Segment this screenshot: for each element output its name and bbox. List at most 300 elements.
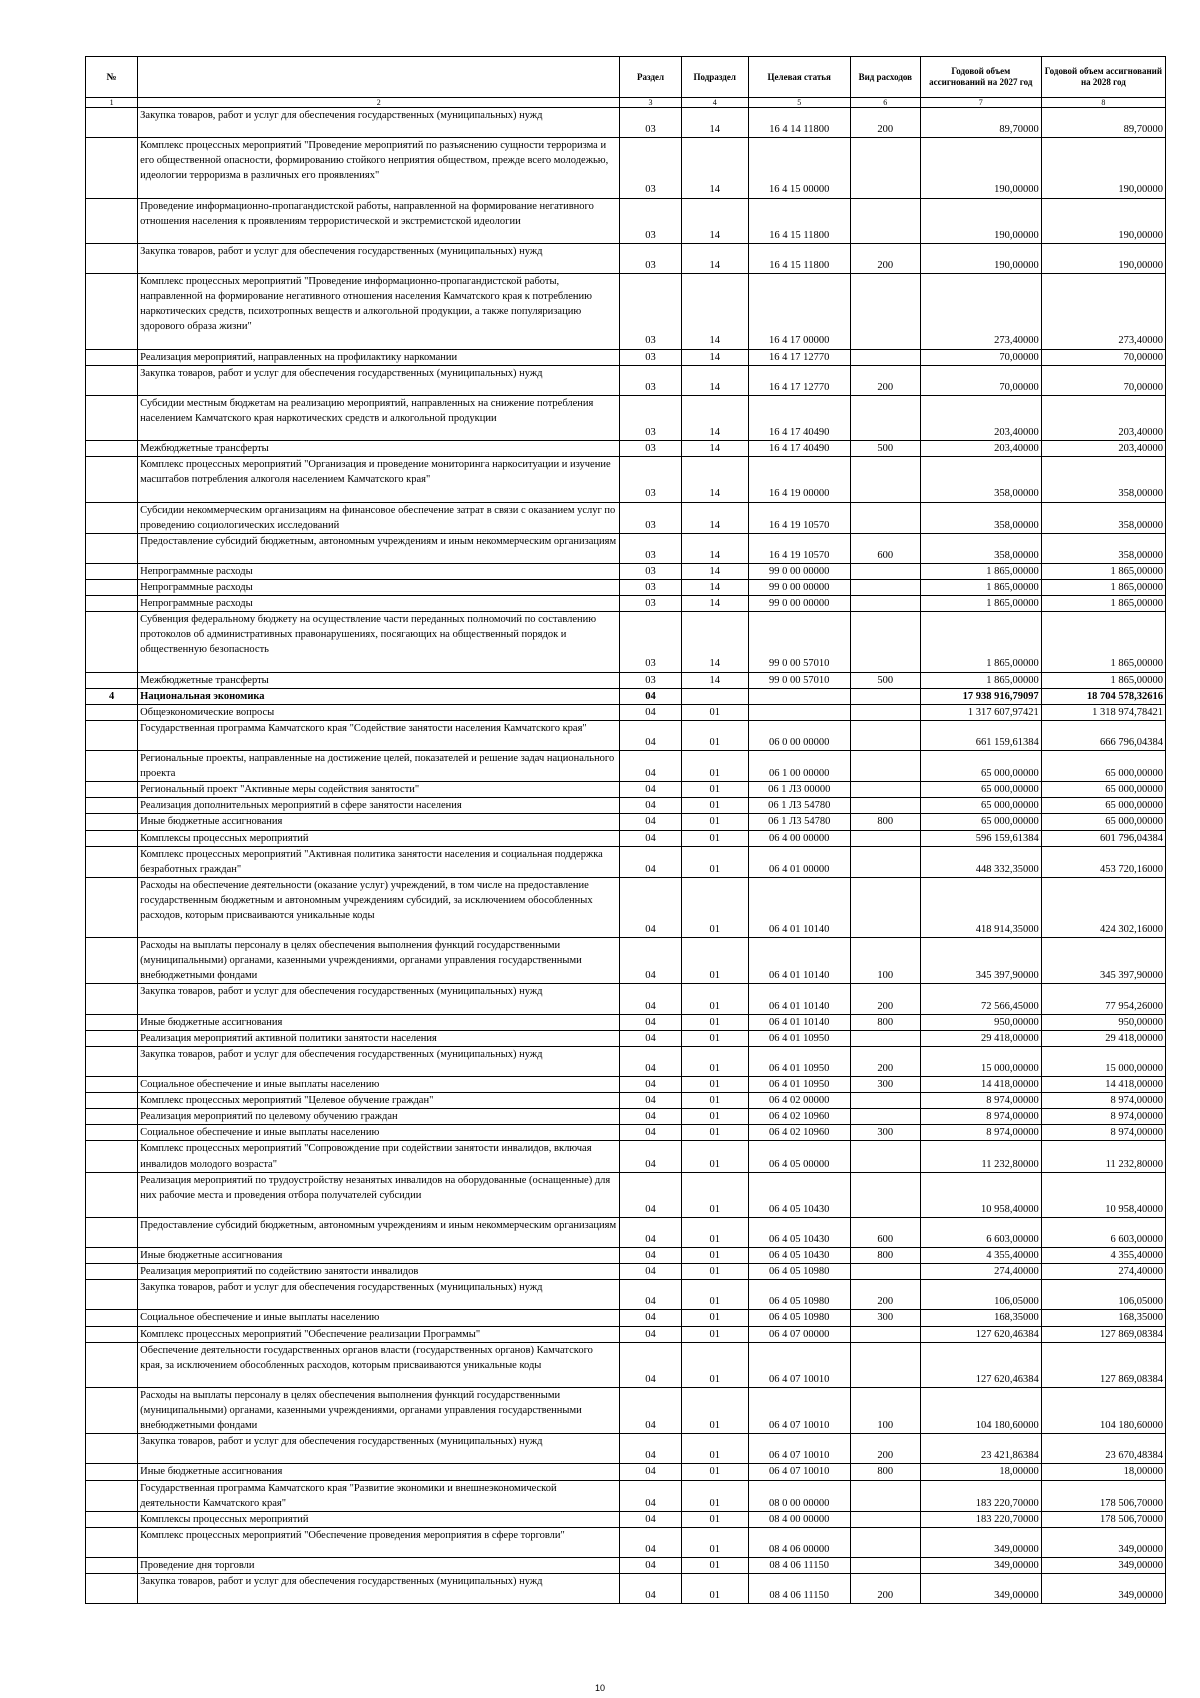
- row-number: [86, 1574, 138, 1604]
- section-code: 04: [620, 1342, 682, 1387]
- subsection-code: 01: [681, 1527, 748, 1557]
- amount-2027: 349,00000: [920, 1527, 1041, 1557]
- table-row: [86, 502, 1166, 533]
- amount-2027: 1 865,00000: [920, 580, 1041, 596]
- subsection-code: 14: [681, 441, 748, 457]
- expense-name: Закупка товаров, работ и услуг для обеспечения государственных (муниципальных) нужд: [138, 984, 620, 1014]
- table-row: [86, 596, 1166, 612]
- section-code: 04: [620, 1030, 682, 1046]
- subsection-code: 14: [681, 596, 748, 612]
- row-number: [86, 1077, 138, 1093]
- table-row: [86, 1172, 1166, 1217]
- expense-name: Расходы на выплаты персоналу в целях обеспечения выполнения функций государственными (муниципальными) органами, казенными учреждениями, органами управления государственными внебюджетными фондами: [138, 938, 620, 984]
- amount-2027: 203,40000: [920, 441, 1041, 457]
- amount-2028: 203,40000: [1041, 441, 1165, 457]
- header-name: [138, 57, 620, 98]
- section-code: 03: [620, 274, 682, 350]
- target-article-code: 16 4 19 00000: [748, 457, 850, 502]
- table-row: [86, 274, 1166, 350]
- target-article-code: 16 4 19 10570: [748, 502, 850, 533]
- expense-name: Предоставление субсидий бюджетным, автономным учреждениям и иным некоммерческим организациям: [138, 1217, 620, 1247]
- expense-name: Комплекс процессных мероприятий "Организация и проведение мониторинга наркоситуации и изучение масштабов потребления алкоголя населением Камчатского края": [138, 457, 620, 502]
- target-article-code: 99 0 00 00000: [748, 580, 850, 596]
- row-number: [86, 138, 138, 198]
- amount-2028: 345 397,90000: [1041, 938, 1165, 984]
- expense-name: Комплекс процессных мероприятий "Проведение информационно-пропагандистской работы, направленной на формирование негативного отношения населения Камчатского края к потреблению наркотических средств, психотропных веществ и алкогольной продукции, а также популяризацию здорового образа жизни": [138, 274, 620, 350]
- row-number: [86, 1030, 138, 1046]
- column-index-row: [86, 98, 1166, 108]
- amount-2028: 104 180,60000: [1041, 1387, 1165, 1433]
- amount-2028: 190,00000: [1041, 138, 1165, 198]
- section-code: 04: [620, 846, 682, 877]
- subsection-code: 01: [681, 1172, 748, 1217]
- section-code: 03: [620, 243, 682, 273]
- target-article-code: 08 4 00 00000: [748, 1511, 850, 1527]
- amount-2027: 203,40000: [920, 395, 1041, 440]
- amount-2027: 15 000,00000: [920, 1046, 1041, 1076]
- table-row: [86, 198, 1166, 243]
- table-row: [86, 441, 1166, 457]
- section-code: 04: [620, 1172, 682, 1217]
- expense-name: Закупка товаров, работ и услуг для обеспечения государственных (муниципальных) нужд: [138, 1280, 620, 1310]
- section-code: 04: [620, 1326, 682, 1342]
- row-number: [86, 1480, 138, 1511]
- section-code: 03: [620, 672, 682, 688]
- target-article-code: 99 0 00 00000: [748, 563, 850, 579]
- row-number: [86, 877, 138, 937]
- expense-type-code: [850, 138, 920, 198]
- section-code: 04: [620, 1434, 682, 1464]
- row-number: [86, 457, 138, 502]
- section-code: 03: [620, 365, 682, 395]
- table-row: [86, 580, 1166, 596]
- expense-type-code: 800: [850, 1248, 920, 1264]
- target-article-code: 16 4 17 12770: [748, 349, 850, 365]
- row-number: [86, 441, 138, 457]
- expense-name: Непрограммные расходы: [138, 563, 620, 579]
- section-code: 04: [620, 1387, 682, 1433]
- column-index: 2: [138, 98, 620, 108]
- target-article-code: 06 4 05 00000: [748, 1141, 850, 1172]
- section-code: 04: [620, 1217, 682, 1247]
- subsection-code: 01: [681, 846, 748, 877]
- section-code: 04: [620, 1093, 682, 1109]
- amount-2027: 1 317 607,97421: [920, 704, 1041, 720]
- amount-2028: 203,40000: [1041, 395, 1165, 440]
- expense-name: Социальное обеспечение и иные выплаты населению: [138, 1077, 620, 1093]
- expense-name: Национальная экономика: [138, 688, 620, 704]
- subsection-code: 01: [681, 1077, 748, 1093]
- amount-2027: 106,05000: [920, 1280, 1041, 1310]
- row-number: [86, 938, 138, 984]
- table-row: [86, 563, 1166, 579]
- expense-type-code: [850, 830, 920, 846]
- amount-2027: 10 958,40000: [920, 1172, 1041, 1217]
- amount-2028: 349,00000: [1041, 1557, 1165, 1573]
- amount-2028: 1 865,00000: [1041, 596, 1165, 612]
- target-article-code: 06 4 00 00000: [748, 830, 850, 846]
- section-code: 04: [620, 751, 682, 782]
- section-code: 03: [620, 457, 682, 502]
- expense-type-code: [850, 846, 920, 877]
- header-subsection: Подраздел: [681, 57, 748, 98]
- table-row: [86, 1342, 1166, 1387]
- expense-type-code: [850, 798, 920, 814]
- table-row: [86, 1511, 1166, 1527]
- table-row: [86, 984, 1166, 1014]
- subsection-code: 14: [681, 108, 748, 138]
- target-article-code: 06 4 01 00000: [748, 846, 850, 877]
- expense-name: Расходы на выплаты персоналу в целях обеспечения выполнения функций государственными (муниципальными) органами, казенными учреждениями, органами управления государственными внебюджетными фондами: [138, 1387, 620, 1433]
- expense-name: Субвенция федеральному бюджету на осуществление части переданных полномочий по составлению протоколов об административных правонарушениях, посягающих на общественный порядок и общественную безопасность: [138, 612, 620, 672]
- expense-type-code: [850, 1557, 920, 1573]
- section-code: 04: [620, 938, 682, 984]
- table-row: [86, 457, 1166, 502]
- target-article-code: 06 1 Л3 00000: [748, 782, 850, 798]
- section-code: 04: [620, 1574, 682, 1604]
- subsection-code: 14: [681, 502, 748, 533]
- expense-type-code: [850, 1030, 920, 1046]
- section-code: 04: [620, 688, 682, 704]
- expense-name: Закупка товаров, работ и услуг для обеспечения государственных (муниципальных) нужд: [138, 1574, 620, 1604]
- table-row: [86, 938, 1166, 984]
- table-row: [86, 1310, 1166, 1326]
- column-index: 6: [850, 98, 920, 108]
- expense-type-code: 200: [850, 1280, 920, 1310]
- amount-2027: 168,35000: [920, 1310, 1041, 1326]
- table-row: [86, 612, 1166, 672]
- amount-2027: 190,00000: [920, 243, 1041, 273]
- target-article-code: 06 4 01 10950: [748, 1046, 850, 1076]
- amount-2028: 424 302,16000: [1041, 877, 1165, 937]
- amount-2027: 273,40000: [920, 274, 1041, 350]
- amount-2027: 18,00000: [920, 1464, 1041, 1480]
- row-number: [86, 563, 138, 579]
- section-code: 04: [620, 1264, 682, 1280]
- expense-type-code: 300: [850, 1125, 920, 1141]
- table-row: [86, 720, 1166, 750]
- expense-name: Непрограммные расходы: [138, 596, 620, 612]
- subsection-code: 14: [681, 243, 748, 273]
- amount-2028: 18,00000: [1041, 1464, 1165, 1480]
- subsection-code: 01: [681, 1217, 748, 1247]
- expense-type-code: [850, 877, 920, 937]
- target-article-code: 06 4 05 10430: [748, 1248, 850, 1264]
- expense-name: Иные бюджетные ассигнования: [138, 1014, 620, 1030]
- amount-2027: 950,00000: [920, 1014, 1041, 1030]
- amount-2027: 65 000,00000: [920, 751, 1041, 782]
- header-expense-type: Вид расходов: [850, 57, 920, 98]
- expense-name: Межбюджетные трансферты: [138, 672, 620, 688]
- table-row: [86, 1014, 1166, 1030]
- amount-2027: 72 566,45000: [920, 984, 1041, 1014]
- row-number: [86, 395, 138, 440]
- target-article-code: [748, 704, 850, 720]
- subsection-code: 01: [681, 1109, 748, 1125]
- amount-2028: 349,00000: [1041, 1527, 1165, 1557]
- expense-name: Иные бюджетные ассигнования: [138, 1464, 620, 1480]
- section-code: 04: [620, 1109, 682, 1125]
- amount-2027: 190,00000: [920, 198, 1041, 243]
- expense-name: Региональные проекты, направленные на достижение целей, показателей и решение задач национального проекта: [138, 751, 620, 782]
- target-article-code: 06 4 01 10140: [748, 1014, 850, 1030]
- amount-2027: 349,00000: [920, 1557, 1041, 1573]
- expense-name: Иные бюджетные ассигнования: [138, 814, 620, 830]
- subsection-code: 01: [681, 1464, 748, 1480]
- column-index: 7: [920, 98, 1041, 108]
- amount-2027: 358,00000: [920, 502, 1041, 533]
- table-row: [86, 1109, 1166, 1125]
- expense-type-code: [850, 688, 920, 704]
- subsection-code: 14: [681, 672, 748, 688]
- amount-2027: 6 603,00000: [920, 1217, 1041, 1247]
- target-article-code: 06 4 05 10430: [748, 1217, 850, 1247]
- expense-name: Субсидии местным бюджетам на реализацию мероприятий, направленных на снижение потребления населением Камчатского края наркотических средств и алкогольной продукции: [138, 395, 620, 440]
- expense-type-code: 200: [850, 365, 920, 395]
- section-code: 04: [620, 704, 682, 720]
- row-number: [86, 502, 138, 533]
- row-number: [86, 1172, 138, 1217]
- table-row: [86, 704, 1166, 720]
- amount-2028: 453 720,16000: [1041, 846, 1165, 877]
- subsection-code: [681, 688, 748, 704]
- row-number: [86, 1511, 138, 1527]
- amount-2027: 8 974,00000: [920, 1125, 1041, 1141]
- expense-name: Реализация мероприятий по содействию занятости инвалидов: [138, 1264, 620, 1280]
- target-article-code: 99 0 00 57010: [748, 612, 850, 672]
- section-code: 03: [620, 138, 682, 198]
- row-number: [86, 108, 138, 138]
- row-number: [86, 198, 138, 243]
- table-row: [86, 814, 1166, 830]
- row-number: [86, 274, 138, 350]
- expense-name: Расходы на обеспечение деятельности (оказание услуг) учреждений, в том числе на предоставление государственным бюджетным и автономным учреждениям субсидий, за исключением обособленных расходов, которым присваиваются уникальные коды: [138, 877, 620, 937]
- expense-type-code: 800: [850, 1014, 920, 1030]
- table-row: [86, 1077, 1166, 1093]
- expense-name: Социальное обеспечение и иные выплаты населению: [138, 1310, 620, 1326]
- amount-2027: 596 159,61384: [920, 830, 1041, 846]
- amount-2027: 349,00000: [920, 1574, 1041, 1604]
- amount-2028: 89,70000: [1041, 108, 1165, 138]
- subsection-code: 01: [681, 1248, 748, 1264]
- amount-2027: 274,40000: [920, 1264, 1041, 1280]
- expense-name: Проведение дня торговли: [138, 1557, 620, 1573]
- expense-name: Комплексы процессных мероприятий: [138, 830, 620, 846]
- subsection-code: 14: [681, 395, 748, 440]
- table-row: [86, 877, 1166, 937]
- amount-2027: 70,00000: [920, 365, 1041, 395]
- amount-2028: 178 506,70000: [1041, 1480, 1165, 1511]
- table-row: [86, 1574, 1166, 1604]
- amount-2028: 358,00000: [1041, 502, 1165, 533]
- amount-2028: 18 704 578,32616: [1041, 688, 1165, 704]
- target-article-code: 99 0 00 00000: [748, 596, 850, 612]
- expense-type-code: 100: [850, 1387, 920, 1433]
- subsection-code: 14: [681, 349, 748, 365]
- target-article-code: 16 4 14 11800: [748, 108, 850, 138]
- section-code: 04: [620, 1046, 682, 1076]
- amount-2028: 358,00000: [1041, 457, 1165, 502]
- expense-type-code: [850, 1264, 920, 1280]
- expense-name: Закупка товаров, работ и услуг для обеспечения государственных (муниципальных) нужд: [138, 243, 620, 273]
- row-number: [86, 814, 138, 830]
- amount-2028: 70,00000: [1041, 349, 1165, 365]
- expense-type-code: [850, 704, 920, 720]
- row-number: [86, 1141, 138, 1172]
- section-code: 03: [620, 349, 682, 365]
- row-number: [86, 1125, 138, 1141]
- row-number: [86, 720, 138, 750]
- target-article-code: 06 4 02 00000: [748, 1093, 850, 1109]
- expense-type-code: 600: [850, 533, 920, 563]
- amount-2027: 183 220,70000: [920, 1511, 1041, 1527]
- target-article-code: 06 4 05 10980: [748, 1310, 850, 1326]
- target-article-code: 06 1 Л3 54780: [748, 798, 850, 814]
- subsection-code: 01: [681, 830, 748, 846]
- expense-name: Социальное обеспечение и иные выплаты населению: [138, 1125, 620, 1141]
- section-code: 04: [620, 1014, 682, 1030]
- row-number: [86, 612, 138, 672]
- expense-name: Непрограммные расходы: [138, 580, 620, 596]
- section-code: 04: [620, 1527, 682, 1557]
- expense-type-code: 200: [850, 984, 920, 1014]
- amount-2028: 23 670,48384: [1041, 1434, 1165, 1464]
- subsection-code: 01: [681, 1093, 748, 1109]
- expense-type-code: [850, 1342, 920, 1387]
- subsection-code: 01: [681, 1141, 748, 1172]
- subsection-code: 14: [681, 580, 748, 596]
- amount-2027: 183 220,70000: [920, 1480, 1041, 1511]
- target-article-code: 08 4 06 11150: [748, 1574, 850, 1604]
- amount-2028: 273,40000: [1041, 274, 1165, 350]
- amount-2027: 4 355,40000: [920, 1248, 1041, 1264]
- expense-name: Комплекс процессных мероприятий "Активная политика занятости населения и социальная поддержка безработных граждан": [138, 846, 620, 877]
- amount-2027: 448 332,35000: [920, 846, 1041, 877]
- row-number: [86, 1093, 138, 1109]
- table-row: [86, 1217, 1166, 1247]
- amount-2027: 418 914,35000: [920, 877, 1041, 937]
- subsection-code: 14: [681, 138, 748, 198]
- expense-name: Региональный проект "Активные меры содействия занятости": [138, 782, 620, 798]
- target-article-code: 16 4 19 10570: [748, 533, 850, 563]
- amount-2028: 8 974,00000: [1041, 1093, 1165, 1109]
- target-article-code: 16 4 17 12770: [748, 365, 850, 395]
- expense-name: Комплекс процессных мероприятий "Проведение мероприятий по разъяснению сущности терроризма и его общественной опасности, формированию стойкого неприятия обществом, прежде всего молодежью, идеологии терроризма в различных его проявлениях": [138, 138, 620, 198]
- section-code: 04: [620, 814, 682, 830]
- target-article-code: 06 4 01 10950: [748, 1077, 850, 1093]
- expense-name: Комплекс процессных мероприятий "Сопровождение при содействии занятости инвалидов, включая инвалидов молодого возраста": [138, 1141, 620, 1172]
- table-row: [86, 782, 1166, 798]
- amount-2028: 601 796,04384: [1041, 830, 1165, 846]
- expense-name: Комплексы процессных мероприятий: [138, 1511, 620, 1527]
- subsection-code: 01: [681, 1014, 748, 1030]
- row-number: [86, 1217, 138, 1247]
- subsection-code: 01: [681, 782, 748, 798]
- subsection-code: 01: [681, 877, 748, 937]
- expense-name: Межбюджетные трансферты: [138, 441, 620, 457]
- expense-type-code: [850, 274, 920, 350]
- amount-2028: 70,00000: [1041, 365, 1165, 395]
- amount-2028: 65 000,00000: [1041, 814, 1165, 830]
- subsection-code: 14: [681, 274, 748, 350]
- amount-2028: 1 865,00000: [1041, 580, 1165, 596]
- target-article-code: 06 1 Л3 54780: [748, 814, 850, 830]
- expense-name: Закупка товаров, работ и услуг для обеспечения государственных (муниципальных) нужд: [138, 108, 620, 138]
- amount-2028: 1 865,00000: [1041, 672, 1165, 688]
- subsection-code: 01: [681, 984, 748, 1014]
- column-index: 4: [681, 98, 748, 108]
- table-row: [86, 349, 1166, 365]
- section-code: 03: [620, 612, 682, 672]
- row-number: [86, 1248, 138, 1264]
- section-code: 04: [620, 1141, 682, 1172]
- amount-2028: 65 000,00000: [1041, 798, 1165, 814]
- table-row: [86, 395, 1166, 440]
- table-row: [86, 1093, 1166, 1109]
- subsection-code: 14: [681, 365, 748, 395]
- subsection-code: 14: [681, 457, 748, 502]
- expense-type-code: [850, 612, 920, 672]
- amount-2027: 358,00000: [920, 533, 1041, 563]
- subsection-code: 01: [681, 1030, 748, 1046]
- expense-name: Реализация дополнительных мероприятий в сфере занятости населения: [138, 798, 620, 814]
- row-number: [86, 1046, 138, 1076]
- amount-2027: 345 397,90000: [920, 938, 1041, 984]
- table-row: [86, 1264, 1166, 1280]
- amount-2027: 190,00000: [920, 138, 1041, 198]
- expense-type-code: 100: [850, 938, 920, 984]
- amount-2028: 15 000,00000: [1041, 1046, 1165, 1076]
- row-number: [86, 1434, 138, 1464]
- row-number: [86, 1014, 138, 1030]
- amount-2028: 4 355,40000: [1041, 1248, 1165, 1264]
- amount-2027: 17 938 916,79097: [920, 688, 1041, 704]
- expense-type-code: 300: [850, 1310, 920, 1326]
- target-article-code: 08 4 06 11150: [748, 1557, 850, 1573]
- expense-name: Закупка товаров, работ и услуг для обеспечения государственных (муниципальных) нужд: [138, 365, 620, 395]
- subsection-code: 01: [681, 1557, 748, 1573]
- section-code: 03: [620, 441, 682, 457]
- table-row: [86, 1326, 1166, 1342]
- table-row: [86, 1464, 1166, 1480]
- target-article-code: 06 4 02 10960: [748, 1109, 850, 1125]
- column-index: 3: [620, 98, 682, 108]
- target-article-code: 06 4 01 10140: [748, 984, 850, 1014]
- subsection-code: 01: [681, 1125, 748, 1141]
- expense-type-code: [850, 1480, 920, 1511]
- row-number: [86, 984, 138, 1014]
- amount-2027: 11 232,80000: [920, 1141, 1041, 1172]
- target-article-code: 16 4 17 40490: [748, 441, 850, 457]
- expense-name: Комплекс процессных мероприятий "Обеспечение реализации Программы": [138, 1326, 620, 1342]
- expense-type-code: [850, 1141, 920, 1172]
- table-row: [86, 751, 1166, 782]
- subsection-code: 01: [681, 1574, 748, 1604]
- amount-2027: 1 865,00000: [920, 672, 1041, 688]
- section-code: 04: [620, 1557, 682, 1573]
- expense-type-code: [850, 720, 920, 750]
- row-number: [86, 1342, 138, 1387]
- amount-2028: 168,35000: [1041, 1310, 1165, 1326]
- header-section: Раздел: [620, 57, 682, 98]
- expense-name: Проведение информационно-пропагандистской работы, направленной на формирование негативного отношения населения к проявлениям террористической и экстремистской идеологии: [138, 198, 620, 243]
- target-article-code: 08 0 00 00000: [748, 1480, 850, 1511]
- table-row: [86, 108, 1166, 138]
- expense-type-code: 200: [850, 243, 920, 273]
- section-code: 04: [620, 877, 682, 937]
- column-index: 8: [1041, 98, 1165, 108]
- target-article-code: 16 4 15 11800: [748, 243, 850, 273]
